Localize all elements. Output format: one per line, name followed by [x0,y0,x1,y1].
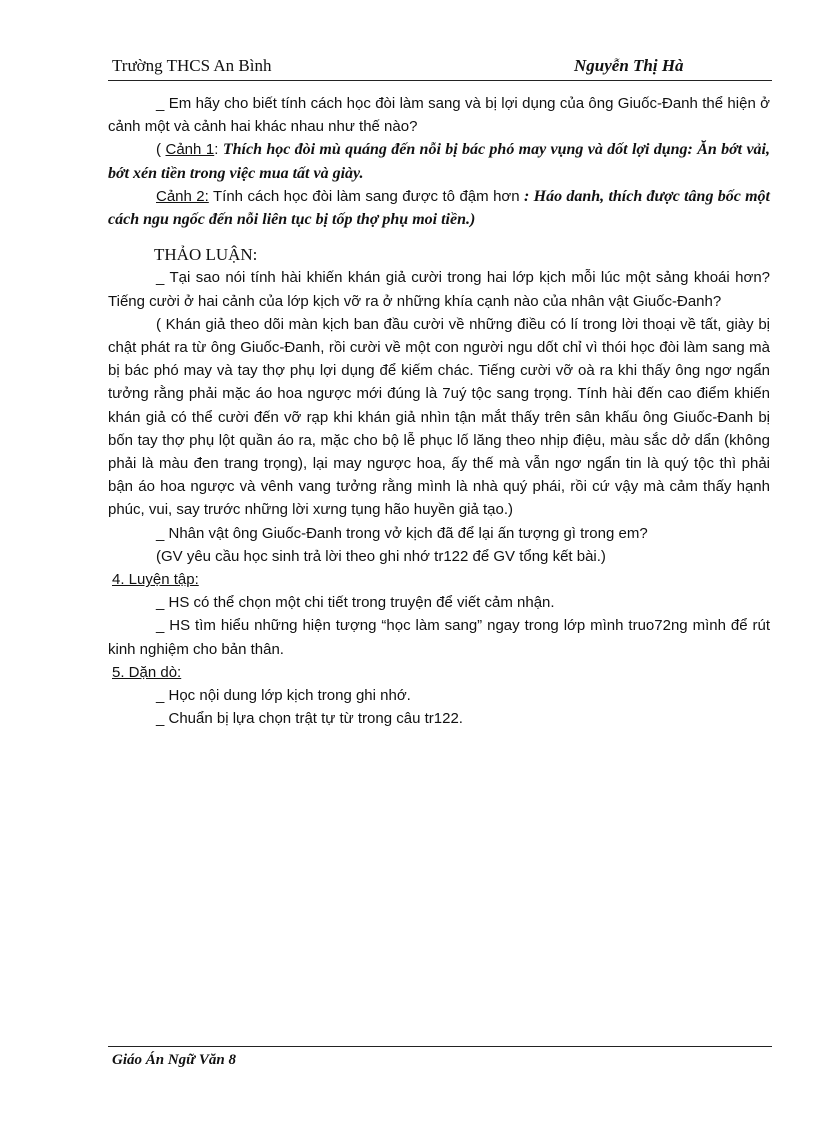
discussion-question-1: _ Tại sao nói tính hài khiến khán giả cười trong hai lớp kịch mỗi lúc một sảng khoái hơn? Tiếng cười ở hai cảnh của lớp kịch vỡ ra ở những khía cạnh nào của nhân vật Giuốc-Đanh? [108,269,770,310]
scene-1-colon: : [214,141,223,159]
author-name: Nguyễn Thị Hà [574,56,684,75]
section-4-item-2: _ HS tìm hiểu những hiện tượng “học làm sang” ngay trong lớp mình truo72ng mình để rút kinh nghiệm cho bản thân. [108,617,770,658]
discussion-question-2: _ Nhân vật ông Giuốc-Đanh trong vở kịch đã để lại ấn tượng gì trong em? [156,524,648,542]
section-4-heading-line [108,568,770,591]
discussion-note: (GV yêu cầu học sinh trả lời theo ghi nhớ tr122 để GV tổng kết bài.) [156,547,606,565]
school-name: Trường THCS An Bình [112,56,272,75]
page-header [112,56,770,80]
footer-rule [108,1046,772,1047]
header-rule [108,80,772,81]
scene-2-plain: Tính cách học đòi làm sang được tô đậm hơn [208,187,525,205]
section-4-item-1: _ HS có thể chọn một chi tiết trong truyện để viết cảm nhận. [156,594,555,612]
section-5-heading: 5. Dặn dò: [112,663,182,681]
section-5-item-2: _ Chuẩn bị lựa chọn trật tự từ trong câu tr122. [156,710,463,728]
discussion-answer-1: ( Khán giả theo dõi màn kịch ban đầu cười về những điều có lí trong lời thoại về tất, giày bị chật phát ra từ ông Giuốc-Đanh, rồi cười về một con người ngu dốt chỉ vì thói học đòi làm sang mà bị bác phó may và tay thợ phụ lợi dụng để kiếm chác. Tiếng cười vỡ oà ra khi thấy ông ngơ ngẩn tưởng rằng phải mặc áo hoa ngược mới đúng là 7uý tộc sang trọng. Tính hài đến cao điểm khiến khán giả có thể cười đến vỡ rạp khi khán giả nhìn tận mắt thấy trên sân khấu ông Giuốc-Đanh bị bốn tay thợ phụ lột quần áo ra, mặc cho bộ lễ phục lố lăng theo nhịp điệu, màu sắc dở dẩn (không phải là màu đen trang trọng), lại may ngược hoa, ấy thế mà vẫn ngơ ngẩn tin là quý tộc thì phải bận áo hoa ngược và vênh vang tưởng rằng mình là nhà quý phái, rồi cứ vậy mà cảm thấy hạnh phúc, vui, say trước những lời xưng tụng hão huyền giả tạo.) [108,315,770,519]
scene-2-answer [108,185,770,231]
question-1: _ Em hãy cho biết tính cách học đòi làm sang và bị lợi dụng của ông Giuốc-Đanh thể hiện ở cảnh một và cảnh hai khác nhau như thế nào? [108,95,770,136]
section-5-heading-line [108,661,770,684]
footer-title: Giáo Án Ngữ Văn 8 [112,1052,237,1068]
section-4-heading: 4. Luyện tập: [112,571,199,589]
scene-1-answer [108,138,770,184]
answer-open-paren: ( [156,141,166,159]
scene-1-text: Thích học đòi mù quáng đến nỗi bị bác phó may vụng và dốt lợi dụng: Ăn bớt vải, bớt xén tiền trong việc mua tất và giày. [108,141,771,182]
scene-1-label: Cảnh 1 [165,141,215,159]
discussion-heading: THẢO LUẬN: [154,245,258,265]
scene-2-bold: : Háo danh, thích được tâng bốc một cách ngu ngốc đến nỗi liên tục bị tốp thợ phụ moi tiền.) [108,187,770,229]
scene-2-label: Cảnh 2: [156,187,209,205]
document-body [108,92,770,730]
section-5-item-1: _ Học nội dung lớp kịch trong ghi nhớ. [156,687,411,705]
